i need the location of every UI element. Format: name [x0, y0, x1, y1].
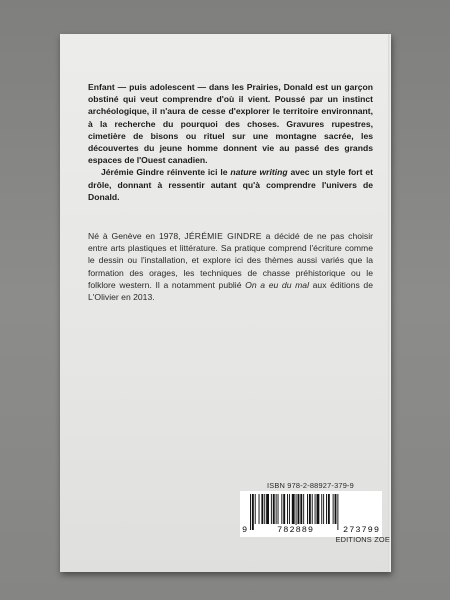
- barcode-bar: [328, 494, 330, 524]
- barcode-bar: [278, 494, 279, 524]
- barcode-digit-first: 9: [242, 525, 249, 535]
- blurb-paragraph-2: [88, 166, 373, 203]
- barcode-bar: [307, 494, 308, 524]
- barcode-bar: [271, 494, 272, 524]
- bio-end: aux éditions de L'Olivier en 2013.: [88, 279, 373, 303]
- barcode-digits: [242, 525, 380, 535]
- barcode-bar: [283, 494, 285, 524]
- barcode-bar: [289, 494, 290, 524]
- barcode-bar: [259, 494, 260, 524]
- barcode-bar: [312, 494, 313, 524]
- book-back-cover: [60, 34, 391, 572]
- barcode-digits-group-1: 782889: [277, 525, 315, 535]
- bio-middle: a décidé de ne pas choisir entre arts plastiques et littérature. Sa pratique comprend l'écriture comme le dessin ou l'installation, et explore ici des thèmes aussi variés que la formation des orages, les techniques de chasse préhistorique ou le folklore western. Il a notamment publié: [88, 231, 373, 290]
- barcode-bar: [273, 494, 275, 524]
- author-bio-paragraph: [88, 230, 373, 303]
- barcode-bar: [276, 494, 277, 524]
- barcode-bar: [323, 494, 324, 524]
- barcode-digits-group-2: 273799: [343, 525, 380, 535]
- isbn-number: ISBN 978-2-88927-379-9: [267, 481, 354, 490]
- blurb-p2-end: avec un style fort et drôle, donnant à ressentir autant qu'à comprendre l'univers de Donald.: [88, 167, 373, 202]
- barcode-bar: [300, 494, 302, 524]
- blurb-p2-emphasis: nature writing: [230, 167, 288, 178]
- barcode-bar: [266, 494, 269, 524]
- book-page-edge: [388, 34, 391, 572]
- barcode-bar: [333, 494, 334, 524]
- back-cover-blurb: [88, 81, 373, 203]
- author-bio: [88, 230, 373, 303]
- barcode-bar: [326, 494, 327, 524]
- barcode-bar: [321, 494, 322, 524]
- barcode-bar: [315, 494, 316, 524]
- barcode-bar: [317, 494, 320, 524]
- blurb-paragraph-1: Enfant — puis adolescent — dans les Prairies, Donald est un garçon obstiné qui veut comprendre d'où il vient. Poussé par un instinct archéologique, il n'aura de cesse d'explorer le territoire environnant, à la recherche du pourquoi des choses. Gravures rupestres, cimetière de bisons ou rituel sur une montagne sacrée, les découvertes du jeune homme donnent vie au passé des grands espaces de l'Ouest canadien.: [88, 82, 373, 166]
- barcode-bar: [281, 494, 282, 524]
- barcode-bar: [287, 494, 288, 524]
- publisher-name: EDITIONS ZOE: [335, 535, 390, 544]
- barcode-bar: [264, 494, 265, 524]
- book-title-reference: On a eu du mal: [245, 279, 309, 290]
- barcode-bar: [255, 494, 256, 524]
- barcode: [240, 491, 382, 537]
- barcode-bar: [303, 494, 304, 524]
- bio-start: Né à Genève en 1978,: [88, 231, 185, 241]
- barcode-bar: [335, 494, 337, 524]
- barcode-bar: [309, 494, 311, 524]
- author-name: JÉRÉMIE GINDRE: [184, 231, 262, 241]
- barcode-bar: [261, 494, 263, 524]
- barcode-bar: [298, 494, 300, 524]
- barcode-bar: [292, 494, 295, 524]
- barcode-block: [240, 480, 382, 537]
- blurb-p2-start: Jérémie Gindre réinvente ici le: [101, 167, 231, 178]
